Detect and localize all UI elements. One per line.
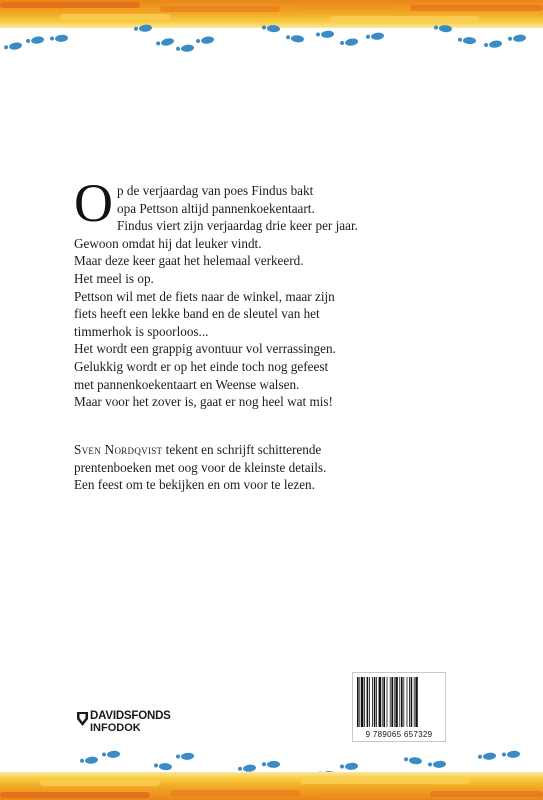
- footprint-icon: [478, 751, 497, 761]
- footprint-icon: [155, 36, 174, 48]
- paint-streak: [170, 790, 300, 796]
- story-line: Het meel is op.: [74, 270, 154, 286]
- paint-streak: [410, 5, 543, 11]
- author-name: Sven Nordqvist: [74, 442, 163, 457]
- footprint-icon: [316, 29, 335, 38]
- barcode-bar: [387, 677, 388, 727]
- bio-line: prentenboeken met oog voor de kleinste details.: [74, 459, 327, 475]
- barcode-bar: [359, 677, 360, 727]
- footprint-icon: [458, 36, 476, 45]
- footprint-icon: [286, 33, 305, 43]
- bio-line: [74, 441, 494, 459]
- barcode-bar: [399, 677, 400, 727]
- barcode-bar: [364, 677, 365, 727]
- footprint-icon: [196, 35, 215, 45]
- bio-line-rest: tekent en schrijft schitterende: [162, 442, 322, 457]
- barcode-bar: [376, 677, 377, 727]
- barcode-bar: [379, 677, 381, 727]
- barcode-bar: [357, 677, 359, 727]
- barcode-bar: [414, 677, 415, 727]
- paint-streak: [300, 778, 470, 784]
- story-line: fiets heeft een lekke band en de sleutel van het: [74, 306, 320, 322]
- footprint-icon: [434, 23, 453, 32]
- story-line: timmerhok is spoorloos...: [74, 323, 209, 339]
- footprint-icon: [3, 40, 22, 51]
- barcode-bar: [367, 677, 369, 727]
- barcode-bar: [409, 677, 410, 727]
- story-line: met pannenkoekentaart en Weense walsen.: [74, 376, 300, 392]
- footprint-icon: [134, 23, 153, 33]
- barcode-bars: [356, 677, 440, 727]
- footprint-icon: [102, 749, 121, 758]
- barcode-bar: [382, 677, 383, 727]
- footprint-icon: [262, 23, 281, 32]
- story-line: Het wordt een grappig avontuur vol verrassingen.: [74, 341, 336, 357]
- barcode-bar: [391, 677, 393, 727]
- story-line: opa Pettson altijd pannenkoekentaart.: [117, 200, 315, 216]
- footprint-icon: [484, 39, 503, 49]
- barcode-bar: [395, 677, 397, 727]
- author-bio: [74, 441, 494, 494]
- paint-streak: [430, 791, 543, 797]
- barcode-bar: [383, 677, 385, 727]
- story-line: Gelukkig wordt er op het einde toch nog gefeest: [74, 358, 329, 374]
- paint-streak: [40, 780, 160, 786]
- bio-line: Een feest om te bekijken en om voor te lezen.: [74, 477, 315, 493]
- footprint-icon: [154, 761, 173, 770]
- top-footprint-trail: [0, 18, 543, 62]
- footprint-icon: [80, 755, 99, 765]
- story-line: Gewoon omdat hij dat leuker vindt.: [74, 235, 262, 251]
- publisher-logo: [76, 708, 196, 738]
- story-line: Maar voor het zover is, gaat er nog heel wat mis!: [74, 394, 333, 410]
- barcode-bar: [372, 677, 373, 727]
- drop-cap: O: [74, 173, 113, 233]
- paint-streak: [320, 793, 420, 799]
- footprint-icon: [502, 749, 521, 758]
- footprint-icon: [26, 35, 45, 45]
- paint-streak: [160, 6, 280, 12]
- footprint-icon: [262, 760, 280, 769]
- barcode-bar: [369, 677, 370, 727]
- barcode-bar: [390, 677, 391, 727]
- barcode-bar: [401, 677, 403, 727]
- footprint-icon: [366, 31, 385, 41]
- story-blurb: [74, 173, 464, 411]
- publisher-name: DAVIDSFONDS: [90, 710, 171, 722]
- barcode-bar: [374, 677, 376, 727]
- davidsfonds-logo-icon: [76, 711, 89, 727]
- footprint-icon: [176, 43, 195, 53]
- footprint-icon: [340, 37, 359, 47]
- isbn-barcode: [352, 672, 446, 742]
- footprint-icon: [508, 33, 527, 43]
- publisher-subname: INFODOK: [90, 722, 141, 734]
- story-line: Findus viert zijn verjaardag drie keer per jaar.: [117, 218, 358, 234]
- footprint-icon: [340, 761, 359, 770]
- story-line: Pettson wil met de fiets naar de winkel, maar zijn: [74, 288, 335, 304]
- bottom-decorative-band: [0, 772, 543, 800]
- barcode-bar: [394, 677, 395, 727]
- footprint-icon: [428, 759, 447, 768]
- footprint-icon: [404, 755, 423, 765]
- paint-streak: [300, 3, 390, 9]
- footprint-icon: [176, 751, 195, 760]
- isbn-number: 9 789065 657329: [365, 730, 433, 739]
- story-line: p de verjaardag van poes Findus bakt: [117, 183, 314, 198]
- paint-streak: [0, 792, 150, 798]
- story-line: Maar deze keer gaat het helemaal verkeerd.: [74, 253, 304, 269]
- paint-streak: [0, 2, 140, 8]
- barcode-bar: [361, 677, 363, 727]
- barcode-bar: [403, 677, 404, 727]
- footprint-icon: [50, 33, 69, 42]
- barcode-bar: [415, 677, 417, 727]
- barcode-bar: [411, 677, 413, 727]
- barcode-bar: [407, 677, 408, 727]
